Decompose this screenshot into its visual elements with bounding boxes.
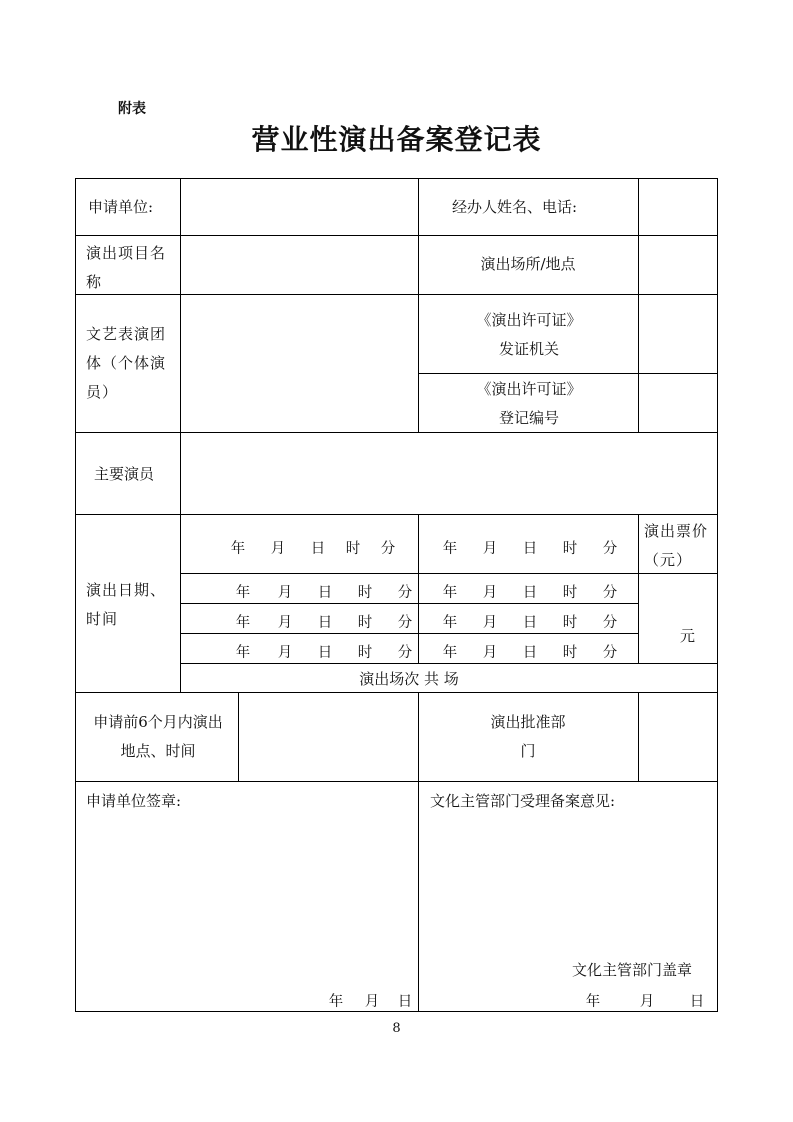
year-label: 年 [442,585,458,601]
culture-seal-label: 文化主管部门盖章 [572,961,693,979]
year-label: 年 [235,585,251,601]
column-divider [638,514,639,664]
minute-label: 分 [602,615,618,631]
license-number-label: 《演出许可证》登记编号 [476,380,582,427]
month-label: 月 [277,645,293,661]
hour-label: 时 [562,541,578,557]
project-name-label: 演出项目名称 [86,244,167,291]
hour-label: 时 [357,585,373,601]
approval-dept-label: 演出批准部门 [490,713,566,760]
hour-label: 时 [345,541,361,557]
date-row-4-right [430,641,630,662]
hour-label: 时 [562,615,578,631]
month-label: 月 [277,615,293,631]
hour-label: 时 [357,615,373,631]
hour-label: 时 [357,645,373,661]
applicant-seal-label: 申请单位签章: [86,792,182,810]
column-divider [418,692,419,1012]
price-unit: 元 [680,627,696,645]
day-label: 日 [310,541,326,557]
row-divider [180,633,638,634]
year-label: 年 [442,615,458,631]
prior-six-months-label: 申请前6个月内演出地点、时间 [93,713,223,760]
column-divider [638,178,639,433]
minute-label: 分 [397,585,413,601]
page-number: 8 [392,1021,401,1036]
year-label: 年 [585,994,601,1010]
column-divider [638,692,639,782]
row-divider [75,514,718,515]
minute-label: 分 [380,541,396,557]
date-row-2-right [430,581,630,602]
day-label: 日 [317,585,333,601]
month-label: 月 [270,541,286,557]
year-label: 年 [442,541,458,557]
year-label: 年 [442,645,458,661]
year-label: 年 [230,541,246,557]
month-label: 月 [482,585,498,601]
month-label: 月 [482,541,498,557]
row-divider [75,294,718,295]
troupe-label: 文艺表演团体（个体演员） [86,325,167,401]
day-label: 日 [689,994,705,1010]
applicant-sign-date [318,990,420,1011]
date-row-4-left [222,641,424,662]
row-divider [180,603,638,604]
row-divider [75,781,718,782]
day-label: 日 [522,645,538,661]
day-label: 日 [522,585,538,601]
contact-label: 经办人姓名、电话: [452,198,578,216]
month-label: 月 [482,615,498,631]
culture-opinion-label: 文化主管部门受理备案意见: [430,792,616,810]
day-label: 日 [317,615,333,631]
license-issuer-label: 《演出许可证》发证机关 [476,311,582,358]
hour-label: 时 [562,645,578,661]
year-label: 年 [328,994,344,1010]
minute-label: 分 [397,615,413,631]
column-divider [238,692,239,782]
minute-label: 分 [602,585,618,601]
day-label: 日 [522,541,538,557]
minute-label: 分 [397,645,413,661]
venue-label: 演出场所/地点 [480,255,576,273]
day-label: 日 [397,994,413,1010]
date-row-2-left [222,581,424,602]
column-divider [418,178,419,433]
culture-sign-date [574,990,712,1011]
year-label: 年 [235,615,251,631]
row-divider [75,235,718,236]
date-row-3-left [222,611,424,632]
minute-label: 分 [602,645,618,661]
attachment-label: 附表 [118,101,146,117]
row-divider [75,432,718,433]
main-performers-label: 主要演员 [94,465,155,483]
date-row-1-left [218,537,408,558]
ticket-price-label: 演出票价（元） [644,522,709,569]
row-divider [75,692,718,693]
date-row-1-right [430,537,630,558]
month-label: 月 [482,645,498,661]
date-time-label: 演出日期、时间 [86,581,167,628]
day-label: 日 [317,645,333,661]
applicant-unit-label: 申请单位: [88,198,154,216]
year-label: 年 [235,645,251,661]
month-label: 月 [639,994,655,1010]
row-divider [418,373,718,374]
month-label: 月 [277,585,293,601]
column-divider [180,178,181,692]
date-row-3-right [430,611,630,632]
minute-label: 分 [602,541,618,557]
form-title: 营业性演出备案登记表 [251,123,542,156]
sessions-label: 演出场次 共 场 [359,670,459,688]
hour-label: 时 [562,585,578,601]
month-label: 月 [364,994,380,1010]
day-label: 日 [522,615,538,631]
